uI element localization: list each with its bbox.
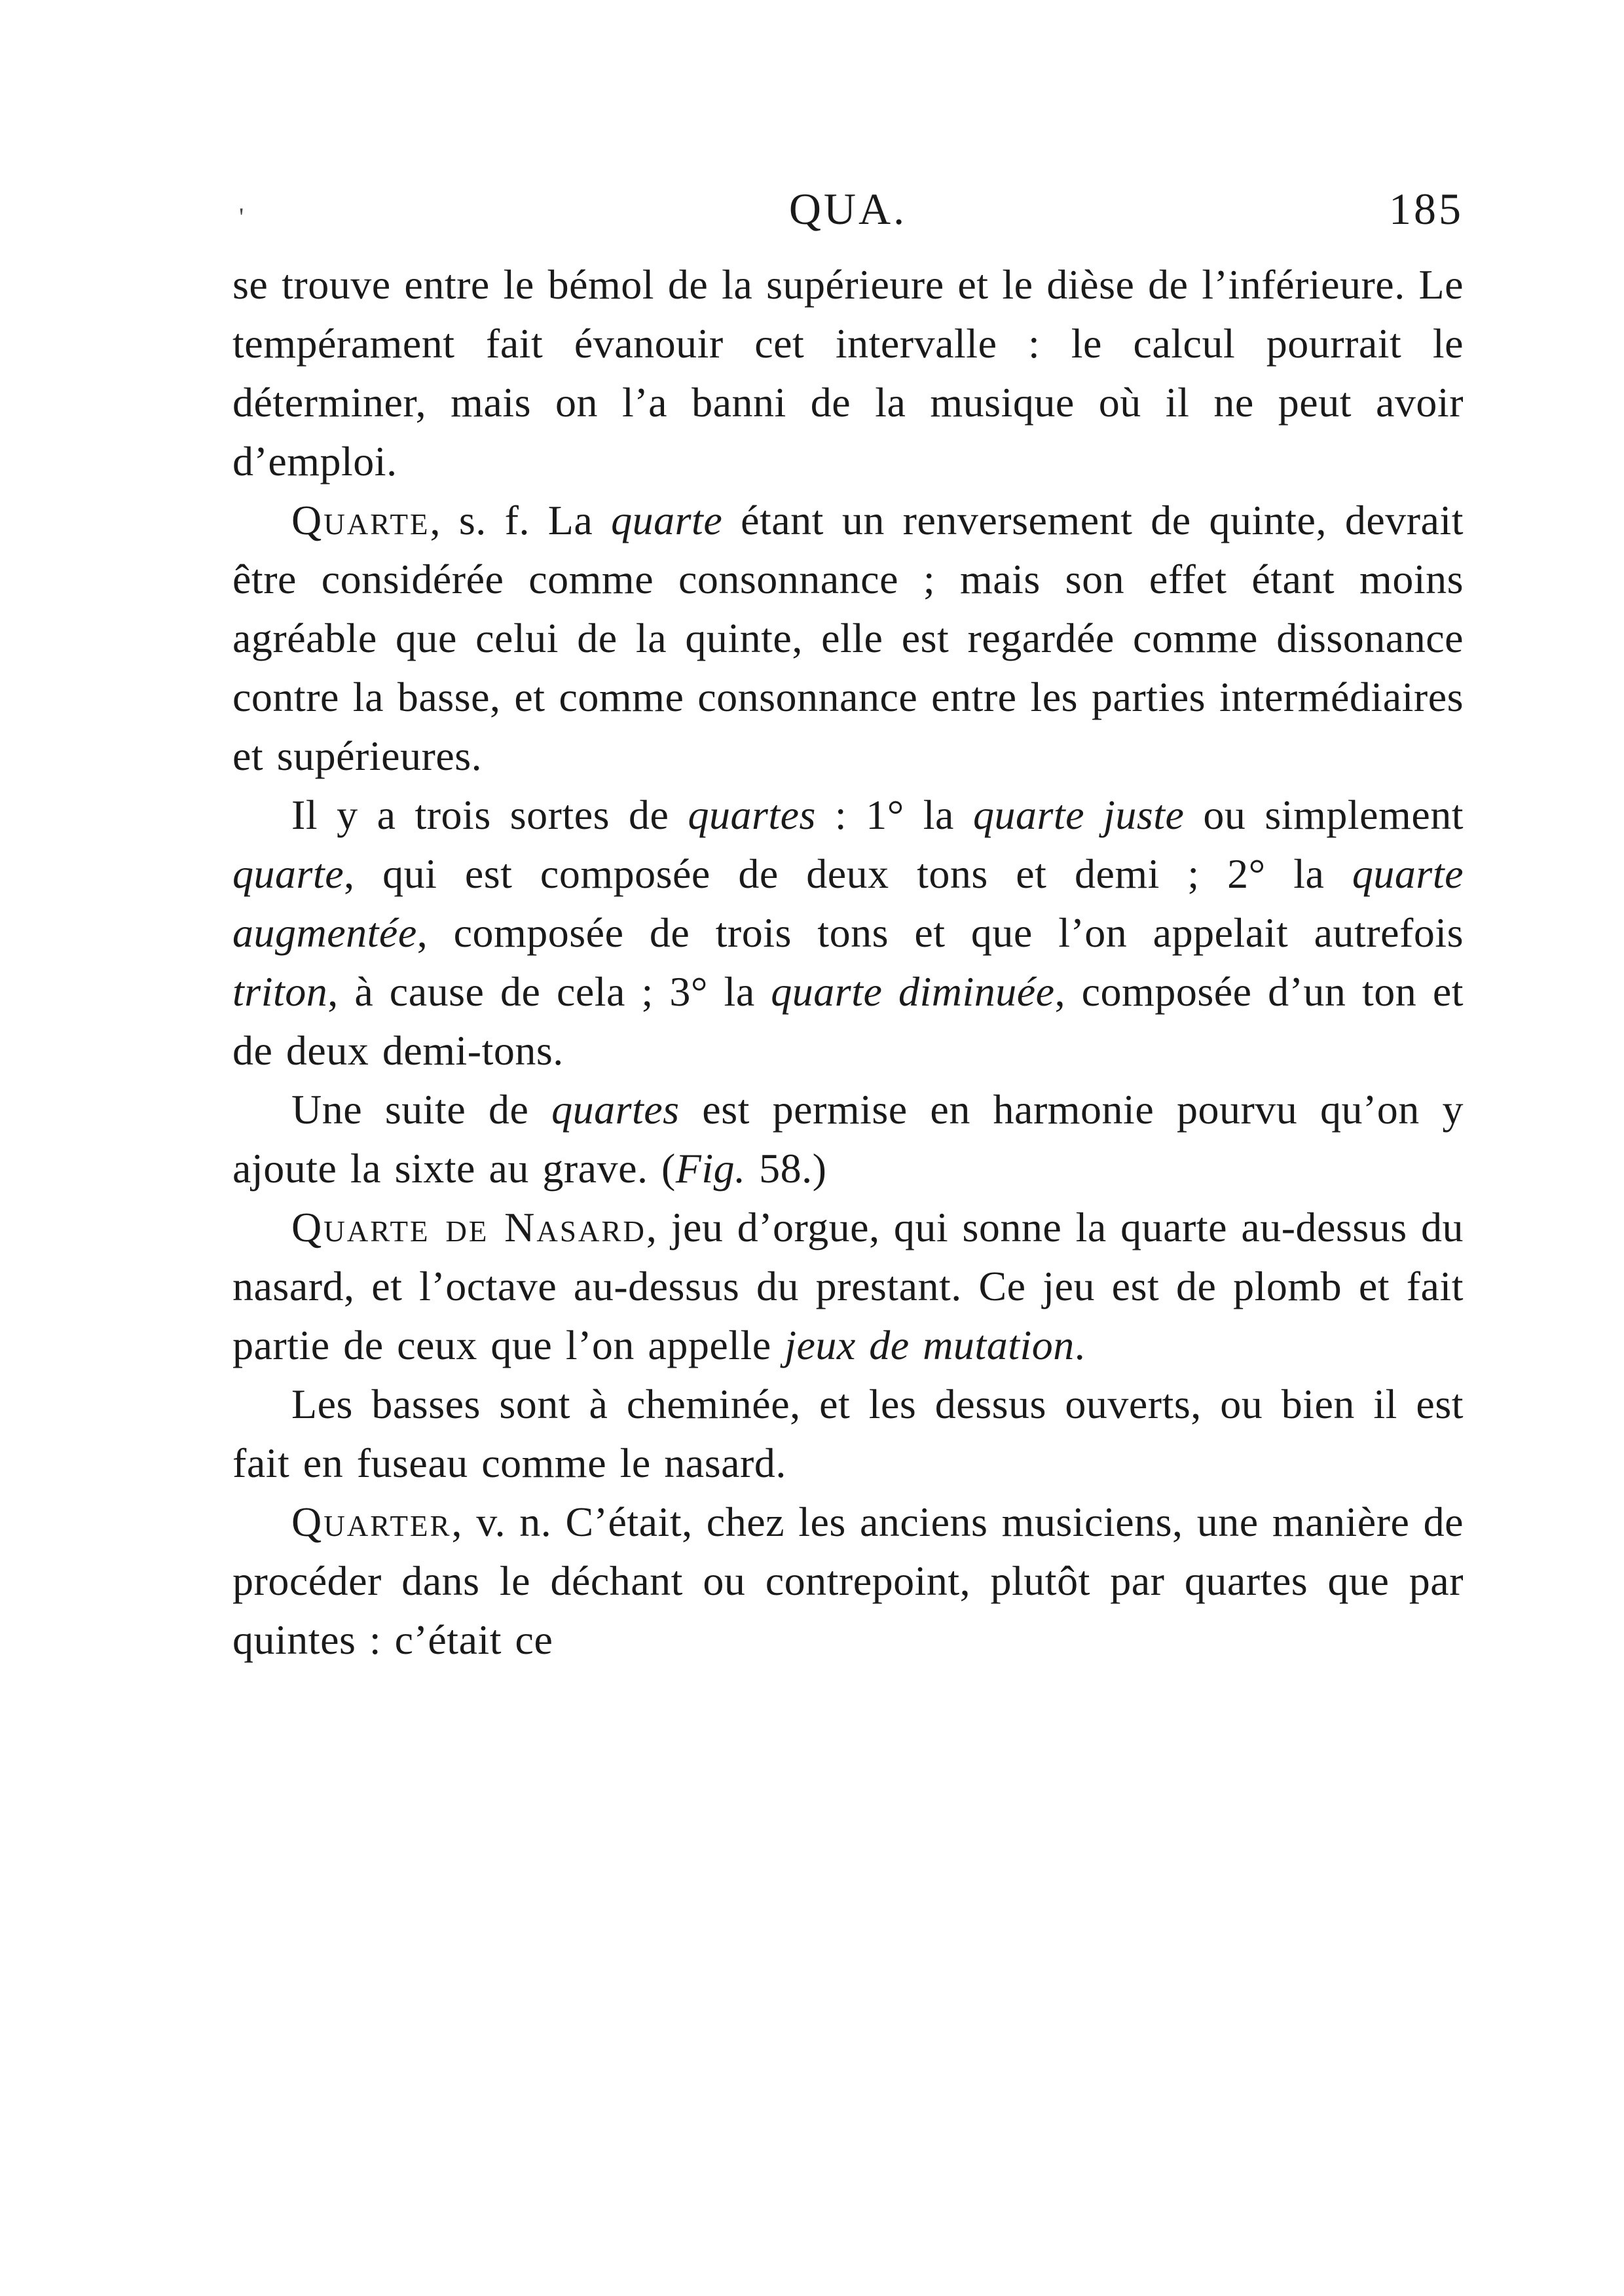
italic-term: quarte diminuée: [771, 968, 1055, 1015]
running-head: [232, 183, 1464, 255]
running-title: QUA.: [788, 184, 908, 234]
text-run: , jeu d’orgue, qui sonne la quarte au-dessus du nasard, et l’octave au-dessus du prestant. Ce jeu est de plomb et fait partie de ceux que l’on appelle: [232, 1204, 1464, 1368]
text-run: , v. n. C’était, chez les anciens musiciens, une manière de procéder dans le déchant ou contrepoint, plutôt par quartes que par quintes : c’était ce: [232, 1499, 1464, 1663]
italic-term: triton: [232, 968, 328, 1015]
text-run: : 1° la: [815, 792, 973, 838]
text-run: Les basses sont à cheminée, et les dessus ouverts, ou bien il est fait en fuseau comme le nasard.: [232, 1381, 1464, 1486]
text-run: Une suite de: [291, 1086, 552, 1133]
text-run: , s. f. La: [430, 497, 612, 543]
text-run: , qui est composée de deux tons et demi ; 2° la: [344, 850, 1352, 897]
text-run: , composée d’un ton et de deux demi-tons.: [232, 968, 1464, 1074]
text-run: se trouve entre le bémol de la supérieure et le dièse de l’inférieure. Le tempérament fait évanouir cet intervalle : le calcul pourrait le déterminer, mais on l’a banni de la musique où il ne peut avoir d’emploi.: [232, 261, 1464, 484]
text-run: est permise en harmonie pourvu qu’on y ajoute la sixte au grave. (: [232, 1086, 1464, 1192]
paragraph-quarte-sortes: [232, 786, 1464, 1080]
page-number: 185: [1389, 184, 1464, 234]
italic-term: quarte juste: [972, 792, 1185, 838]
margin-mark: ': [239, 202, 247, 232]
text-run: , composée de trois tons et que l’on appelait autrefois: [416, 909, 1464, 956]
italic-term: quarte augmentée: [232, 850, 1464, 956]
italic-term: quarte: [611, 497, 723, 543]
entry-headword: Quarte: [291, 497, 430, 543]
entry-headword: Quarter: [291, 1499, 452, 1545]
entry-headword: Quarte de Nasard: [291, 1204, 646, 1250]
entry-quarte: [232, 491, 1464, 786]
text-run: , à cause de cela ; 3° la: [327, 968, 771, 1015]
text-run: étant un renversement de quinte, devrait être considérée comme consonnance ; mais son effet étant moins agréable que celui de la quinte, elle est regardée comme dissonance contre la basse, et comme consonnance entre les parties intermédiaires et supérieures.: [232, 497, 1464, 779]
text-run: 58.): [745, 1145, 827, 1192]
entry-quarte-de-nasard: [232, 1198, 1464, 1375]
text-run: Il y a trois sortes de: [291, 792, 688, 838]
text-run: ou simplement: [1184, 792, 1464, 838]
paragraph-nasard-basses: [232, 1375, 1464, 1493]
body-text: [232, 255, 1464, 1669]
paragraph-quarte-suite: [232, 1080, 1464, 1198]
italic-term: Fig.: [675, 1145, 746, 1192]
text-run: .: [1074, 1322, 1086, 1368]
italic-term: quartes: [551, 1086, 680, 1133]
book-page: [232, 183, 1464, 1669]
italic-term: quartes: [688, 792, 816, 838]
paragraph-continuation: [232, 255, 1464, 491]
italic-term: quarte: [232, 850, 344, 897]
italic-term: jeux de mutation: [784, 1322, 1075, 1368]
entry-quarter: [232, 1493, 1464, 1669]
